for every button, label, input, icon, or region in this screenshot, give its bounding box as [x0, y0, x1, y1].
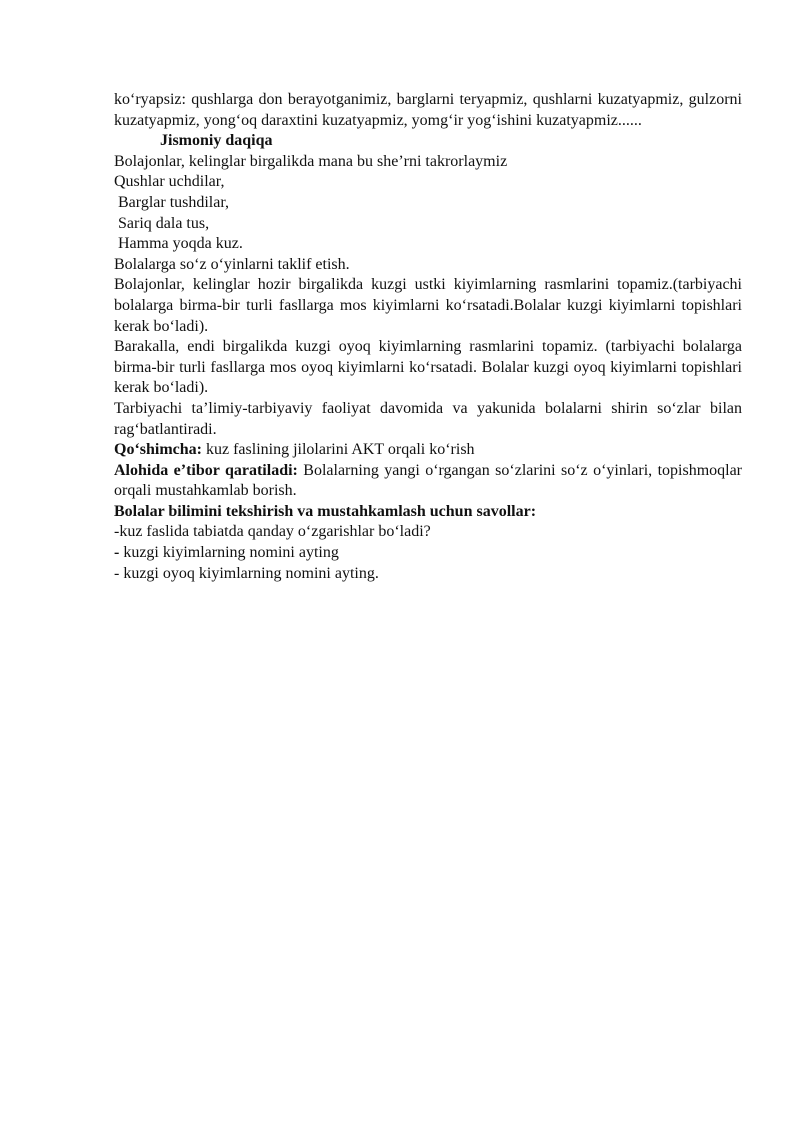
extra-note [114, 440, 742, 461]
questions-heading: Bolalar bilimini tekshirish va mustahkamlash uchun savollar: [114, 502, 537, 520]
attention-text: Bolalarning yangi o‘rgangan so‘zlarini so‘z o‘yinlari, topishmoqlar orqali mustahkamlab borish. [114, 461, 743, 500]
extra-label: Qo‘shimcha: [114, 441, 202, 459]
poem-intro-paragraph: Bolajonlar, kelinglar birgalikda mana bu she’rni takrorlaymiz [114, 152, 508, 170]
section-heading-physical-minute: Jismoniy daqiqa [160, 132, 273, 150]
question-text: kuzgi kiyimlarning nomini ayting [123, 544, 339, 562]
poem-line: Qushlar uchdilar, [114, 173, 225, 191]
poem-line: Sariq dala tus, [118, 214, 210, 232]
extra-text: kuz faslining jilolarini AKT orqali ko‘rish [202, 441, 475, 459]
question-item [114, 543, 742, 564]
question-dash: - [114, 544, 124, 562]
page-content [114, 90, 742, 584]
question-item: - kuzgi oyoq kiyimlarning nomini ayting. [114, 564, 379, 582]
attention-label: Alohida e’tibor qaratiladi: [114, 461, 298, 479]
poem-line: Hamma yoqda kuz. [118, 235, 243, 253]
word-games-paragraph: Bolalarga so‘z o‘yinlarni taklif etish. [114, 255, 350, 273]
clothes-activity-paragraph: Bolajonlar, kelinglar hozir birgalikda kuzgi ustki kiyimlarning rasmlarini topamiz.(tarbiyachi bolalarga birma-bir turli fasllarga mos kiyimlarni ko‘rsatadi.Bolalar kuzgi kiyimlarni topishlari kerak bo‘ladi). [114, 276, 742, 335]
intro-paragraph: ko‘ryapsiz: qushlarga don berayotganimiz, barglarni teryapmiz, qushlarni kuzatyapmiz, gulzorni kuzatyapmiz, yong‘oq daraxtini kuzatyapmiz, yomg‘ir yog‘ishini kuzatyapmiz...... [114, 91, 742, 129]
encouragement-paragraph: Tarbiyachi ta’limiy-tarbiyaviy faoliyat davomida va yakunida bolalarni shirin so‘zlar bilan rag‘batlantiradi. [114, 399, 742, 438]
shoes-activity-paragraph: Barakalla, endi birgalikda kuzgi oyoq kiyimlarning rasmlarini topamiz. (tarbiyachi bolalarga birma-bir turli fasllarga mos oyoq kiyimlarni ko‘rsatadi. Bolalar kuzgi oyoq kiyimlarni topishlari kerak bo‘ladi). [114, 338, 742, 397]
attention-note [114, 461, 742, 502]
question-item: -kuz faslida tabiatda qanday o‘zgarishlar bo‘ladi? [114, 523, 431, 541]
poem-line: Barglar tushdilar, [118, 193, 230, 211]
